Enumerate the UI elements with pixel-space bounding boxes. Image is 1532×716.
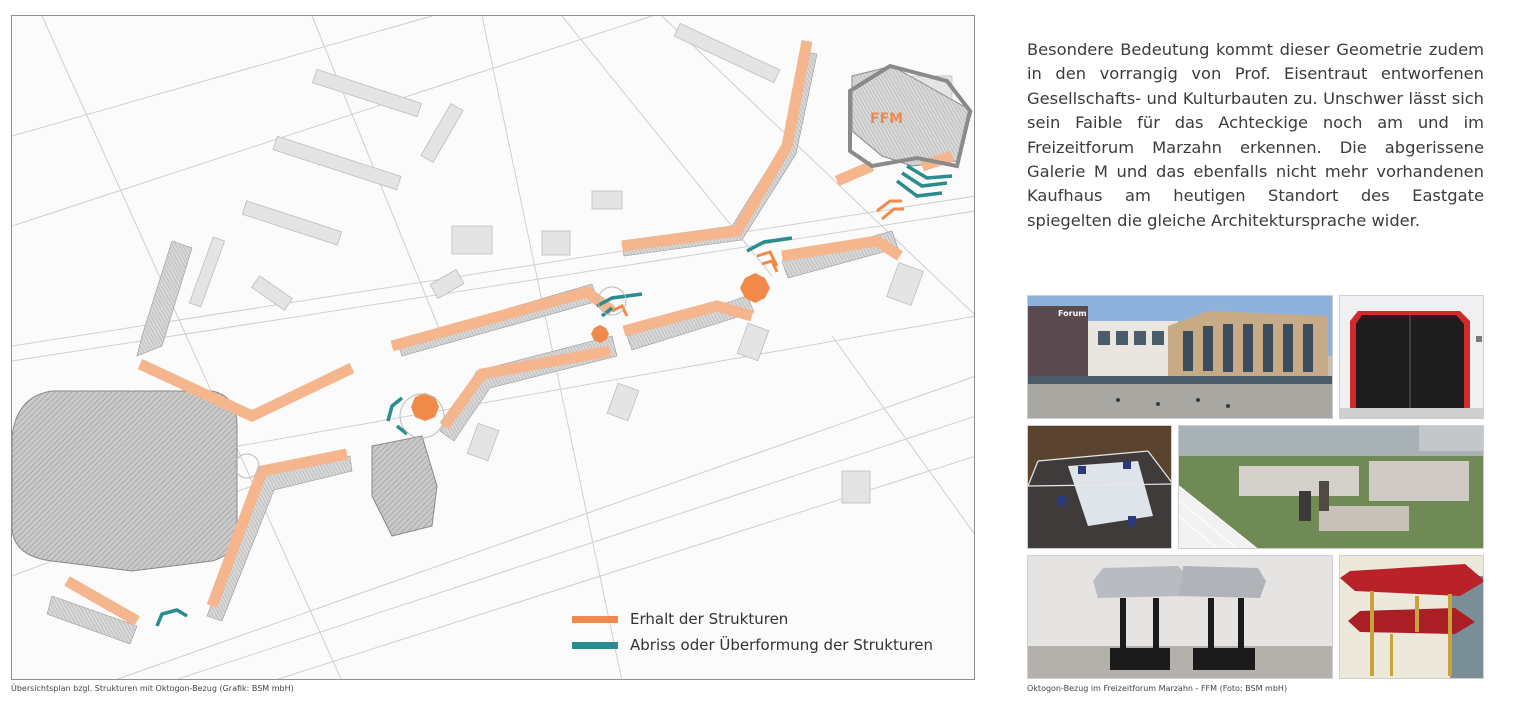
legend-item-preserved bbox=[572, 606, 933, 632]
legend-label: Abriss oder Überformung der Strukturen bbox=[630, 636, 933, 654]
photo-octagonal-room-image bbox=[1028, 426, 1172, 549]
map-caption: Übersichtsplan bzgl. Strukturen mit Oktogon-Bezug (Grafik: BSM mbH) bbox=[11, 684, 294, 693]
photos-caption: Oktogon-Bezug im Freizeitforum Marzahn - FFM (Foto: BSM mbH) bbox=[1027, 684, 1288, 693]
photo-octagonal-door bbox=[1339, 295, 1484, 419]
legend-swatch-teal bbox=[572, 642, 618, 649]
photo-octagonal-tables-image bbox=[1028, 556, 1333, 679]
legend-swatch-orange bbox=[572, 616, 618, 623]
hatched-block-large bbox=[12, 391, 237, 571]
photo-octagonal-tables bbox=[1027, 555, 1333, 679]
photo-ffm-facade-image bbox=[1028, 296, 1333, 419]
map-legend bbox=[572, 606, 933, 658]
body-paragraph: Besondere Bedeutung kommt dieser Geometrie zudem in den vorrangig von Prof. Eisentraut entworfenen Gesellschafts- und Kulturbauten zu. Unschwer lässt sich sein Faible für das Achteckige noch am und im Freizeitforum Marzahn erkennen. Die abgerissene Galerie M und das ebenfalls nicht mehr vorhandenen Kaufhaus am heutigen Standort des Eastgate spiegelten die gleiche Architektursprache wider. bbox=[1027, 40, 1484, 230]
legend-item-demolished bbox=[572, 632, 933, 658]
octagon-marker bbox=[411, 393, 439, 421]
photo-aerial-view bbox=[1178, 425, 1484, 549]
photo-red-octagon-shelf bbox=[1339, 555, 1484, 679]
legend-label: Erhalt der Strukturen bbox=[630, 610, 789, 628]
roundabouts bbox=[235, 287, 626, 478]
photo-aerial-view-image bbox=[1179, 426, 1484, 549]
photo-octagonal-room bbox=[1027, 425, 1172, 549]
hatched-block-center bbox=[372, 436, 437, 536]
site-plan-map bbox=[11, 15, 975, 680]
ffm-label: FFM bbox=[870, 111, 904, 127]
photo-ffm-facade bbox=[1027, 295, 1333, 419]
forum-sign-text: Forum bbox=[1058, 309, 1087, 318]
photo-octagonal-door-image bbox=[1340, 296, 1484, 419]
site-plan-drawing bbox=[12, 16, 975, 680]
photo-red-octagon-shelf-image bbox=[1340, 556, 1484, 679]
